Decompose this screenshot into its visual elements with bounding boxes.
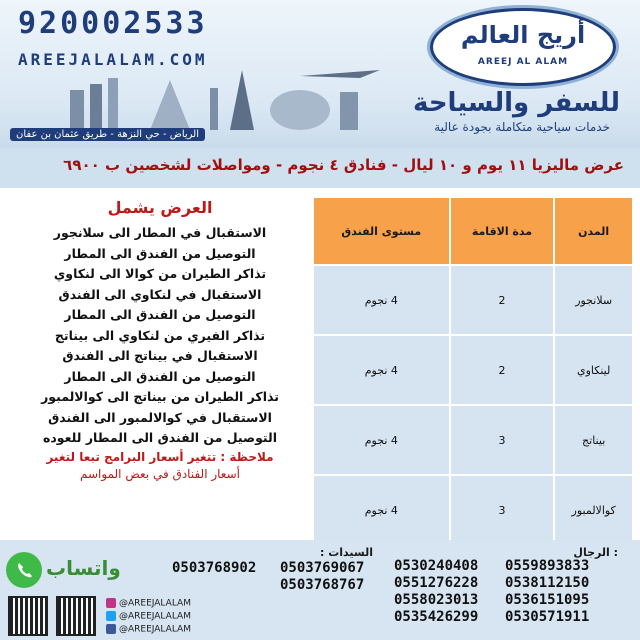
phone-number[interactable]: 0536151095	[505, 592, 590, 608]
table-row	[313, 265, 633, 335]
hotline-number: 920002533	[18, 6, 208, 41]
tagline: للسفر والسياحة	[413, 88, 620, 118]
women-numbers-right	[280, 560, 364, 594]
whatsapp-icon[interactable]	[6, 552, 42, 588]
duration-cell: 2	[450, 335, 555, 405]
itinerary-table	[312, 196, 634, 546]
phone-number[interactable]: 0530571911	[505, 609, 590, 625]
header-cities: المدن	[554, 197, 633, 265]
include-item: تذاكر الفيري من لنكاوي الى بيناتج	[54, 327, 266, 343]
social-facebook[interactable]	[106, 624, 191, 635]
phone-number[interactable]: 0558023013	[394, 592, 479, 608]
duration-cell: 3	[450, 475, 555, 545]
phone-number[interactable]: 0559893833	[505, 558, 590, 574]
header-banner	[0, 0, 640, 148]
social-handle: @AREEJALALAM	[119, 598, 191, 609]
instagram-icon	[106, 598, 116, 608]
table-row	[313, 475, 633, 545]
qr-code[interactable]	[56, 596, 96, 636]
city-cell: كوالالمبور	[554, 475, 633, 545]
men-numbers-right	[505, 558, 589, 626]
women-contacts-label: : السيدات	[320, 546, 373, 559]
women-numbers-left	[172, 560, 256, 577]
qr-code[interactable]	[8, 596, 48, 636]
phone-number[interactable]: 0551276228	[394, 575, 479, 591]
skyline-illustration	[60, 70, 400, 130]
table-row	[313, 335, 633, 405]
facebook-icon	[106, 624, 116, 634]
offer-includes	[10, 198, 310, 536]
duration-cell: 3	[450, 405, 555, 475]
phone-number[interactable]: 0535426299	[394, 609, 479, 625]
city-cell: لينكاوي	[554, 335, 633, 405]
phone-number[interactable]: 0503768767	[280, 577, 365, 593]
include-item: الاستقبال في المطار الى سلانجور	[53, 225, 267, 240]
hotel-cell: 4 نجوم	[313, 265, 450, 335]
hotel-cell: 4 نجوم	[313, 405, 450, 475]
company-logo	[430, 8, 616, 86]
address: الرياض - حي النزهة - طريق عثمان بن عفان	[10, 128, 205, 141]
include-item: التوصيل من الفندق الى المطار للعوده	[42, 430, 277, 445]
include-item: الاستقبال في بيناتج الى الفندق	[62, 348, 258, 363]
include-item: الاستقبال في لنكاوي الى الفندق	[58, 286, 262, 302]
website-link[interactable]: AREEJALALAM.COM	[18, 50, 208, 69]
social-twitter[interactable]	[106, 611, 191, 622]
include-item: تذاكر الطيران من بيناتج الى كوالالمبور	[41, 389, 279, 404]
include-item: التوصيل من الفندق الى المطار	[64, 368, 256, 384]
include-item: التوصيل من الفندق الى المطار	[64, 307, 256, 322]
header-duration: مدة الاقامة	[450, 197, 555, 265]
social-instagram[interactable]	[106, 598, 191, 609]
table-header-row	[313, 197, 633, 265]
includes-title: العرض يشمل	[107, 198, 213, 217]
social-handle: @AREEJALALAM	[119, 624, 191, 635]
social-handle: @AREEJALALAM	[119, 611, 191, 622]
header-hotel-level: مستوى الفندق	[313, 197, 450, 265]
city-cell: بيناتج	[554, 405, 633, 475]
men-numbers-left	[394, 558, 478, 626]
phone-number[interactable]: 0530240408	[394, 558, 479, 574]
phone-number[interactable]: 0503768902	[172, 560, 257, 576]
whatsapp-label: واتساب	[46, 556, 121, 580]
logo-title: أريج العالم	[460, 21, 586, 49]
twitter-icon	[106, 611, 116, 621]
table-row	[313, 405, 633, 475]
phone-number[interactable]: 0538112150	[505, 575, 590, 591]
include-item: التوصيل من الفندق الى المطار	[64, 245, 256, 261]
duration-cell: 2	[450, 265, 555, 335]
phone-number[interactable]: 0503769067	[280, 560, 365, 576]
hotel-cell: 4 نجوم	[313, 335, 450, 405]
price-note: أسعار الفنادق في بعض المواسم	[80, 466, 240, 481]
price-note: ملاحظة : تتغير أسعار البرامج تبعا لتغير	[46, 449, 274, 464]
services-slogan: خدمات سياحية متكاملة بجودة عالية	[434, 120, 610, 134]
phone-glyph-icon	[6, 552, 42, 588]
city-cell: سلانجور	[554, 265, 633, 335]
offer-banner: عرض ماليزيا ١١ يوم و ١٠ ليال - فنادق ٤ نجوم - ومواصلات لشخصين ب ٦٩٠٠	[0, 148, 640, 188]
hotel-cell: 4 نجوم	[313, 475, 450, 545]
logo-subtitle: AREEJ AL ALAM	[477, 57, 569, 67]
include-item: تذاكر الطيران من كوالا الى لنكاوي	[53, 266, 267, 281]
include-item: الاستقبال في كوالالمبور الى الفندق	[48, 409, 272, 425]
men-contacts-label: الرجال :	[573, 546, 618, 559]
